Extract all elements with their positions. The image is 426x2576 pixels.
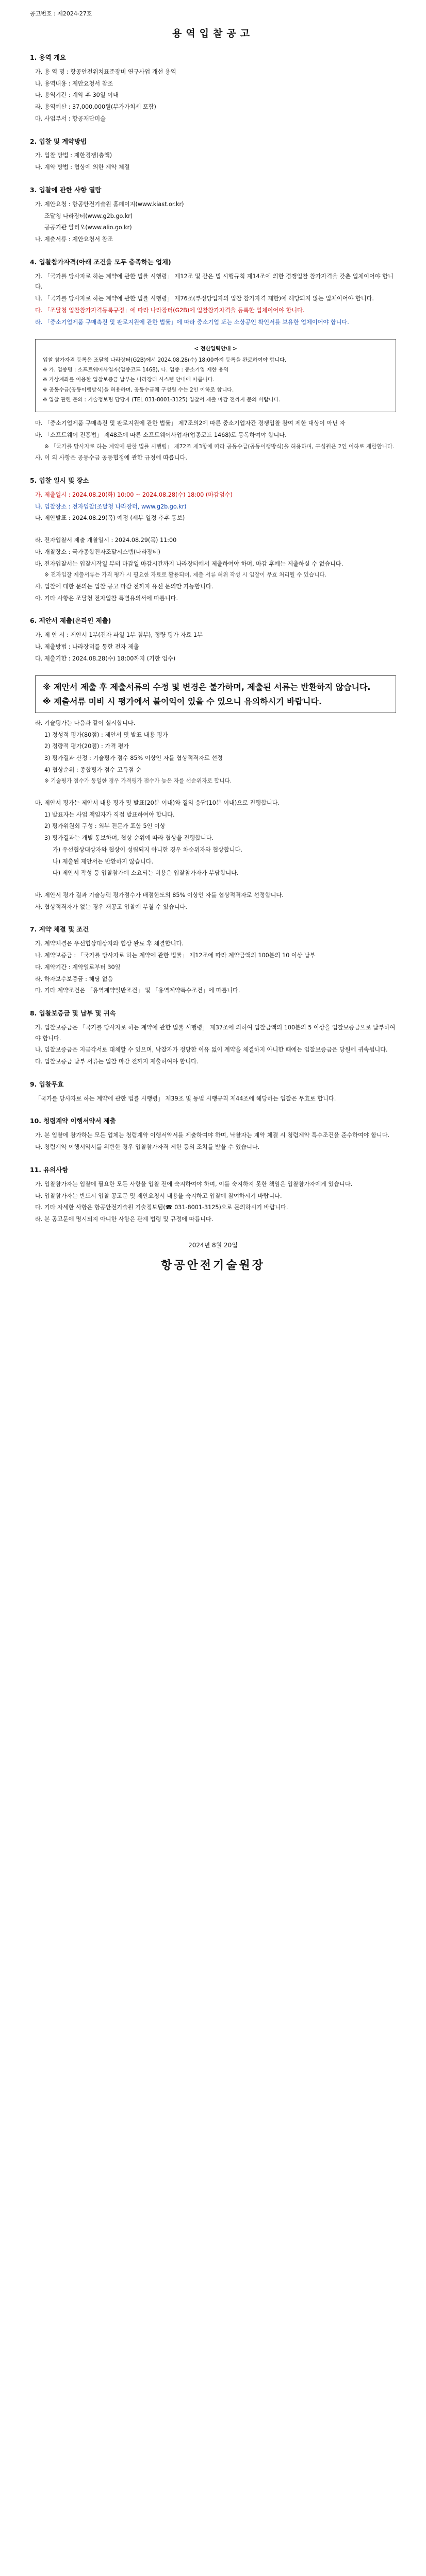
section-title: 4. 입찰참가자격(아래 조건을 모두 충족하는 업체) xyxy=(30,258,171,266)
section-line: 조달청 나라장터(www.g2b.go.kr) xyxy=(44,212,133,219)
section xyxy=(30,136,396,173)
section-line: 가) 우선협상대상자와 협상이 성립되지 아니한 경우 차순위자와 협상합니다. xyxy=(53,846,242,853)
section-title: 9. 입찰무효 xyxy=(30,1080,64,1088)
section-line: 다. 입찰보증금 납부 서류는 입찰 마감 전까지 제출하여야 합니다. xyxy=(35,1058,199,1065)
section-line: 3) 평가결과 산정 : 기술평가 점수 85% 이상인 자를 협상적격자로 선정 xyxy=(44,754,223,761)
section-line: 가. 입찰참가자는 입찰에 필요한 모든 사항을 입찰 전에 숙지하여야 하며, 이를 숙지하지 못한 책임은 입찰참가자에게 있습니다. xyxy=(35,1180,353,1188)
section-line: 3) 평가결과는 개별 통보하며, 협상 순위에 따라 협상을 진행합니다. xyxy=(44,835,214,842)
section-line: 가. 제 안 서 : 제안서 1부(전자 파일 1부 첨부), 정량 평가 자료 1부 xyxy=(35,632,203,639)
warning-line: ※ 제안서 제출 후 제출서류의 수정 및 변경은 불가하며, 제출된 서류는 반환하지 않습니다. xyxy=(43,682,371,692)
section-line: 바. 제안서 평가 결과 기술능력 평가점수가 배점한도의 85% 이상인 자를 협상적격자로 선정합니다. xyxy=(35,892,284,899)
section-title: 3. 입찰에 관한 사항 열람 xyxy=(30,185,102,194)
section-line: 라. 기술평가는 다음과 같이 실시합니다. xyxy=(35,719,136,726)
section-title: 5. 입찰 일시 및 장소 xyxy=(30,477,89,485)
section-line: 나. 용역내용 : 제안요청서 참조 xyxy=(35,80,113,87)
section-line: ※ 전자입찰 제출서류는 가격 평가 시 필요한 자료로 활용되며, 제출 서류 허위 작성 시 입찰이 무효 처리될 수 있습니다. xyxy=(44,572,326,579)
section-line: 나) 제출된 제안서는 반환하지 않습니다. xyxy=(53,858,154,865)
section xyxy=(30,924,396,996)
section xyxy=(30,1008,396,1067)
section-line: 사. 협상적격자가 없는 경우 재공고 입찰에 부칠 수 있습니다. xyxy=(35,903,187,910)
section-line: 2) 평가위원회 구성 : 외부 전문가 포함 5인 이상 xyxy=(44,823,166,830)
notice-line: 입찰 참가자격 등록은 조달청 나라장터(G2B)에서 2024.08.28(수) 18:00까지 등록을 완료하여야 합니다. xyxy=(43,357,287,363)
notice-line: ※ 가상계좌를 이용한 입찰보증금 납부는 나라장터 시스템 안내에 따릅니다. xyxy=(43,377,215,383)
section-line: 사. 입찰에 대한 문의는 입찰 공고 마감 전까지 유선 문의만 가능합니다. xyxy=(35,583,214,590)
section-line: 다. 기타 자세한 사항은 항공안전기술원 기술정보팀(☎ 031-8001-3125)으로 문의하시기 바랍니다. xyxy=(35,1204,288,1211)
section-line: 1) 발표자는 사업 책임자가 직접 발표하여야 합니다. xyxy=(44,811,175,818)
section-line: 가. 계약체결은 우선협상대상자와 협상 완료 후 체결합니다. xyxy=(35,940,184,947)
section-line: 다. 계약기간 : 계약일로부터 30일 xyxy=(35,963,121,971)
section-line: 다) 제안서 작성 등 입찰참가에 소요되는 비용은 입찰참가자가 부담합니다. xyxy=(53,870,239,877)
section-line: 가. 「국가를 당사자로 하는 계약에 관한 법률 시행령」 제12조 및 같은 법 시행규칙 제14조에 의한 경쟁입찰 참가자격을 갖춘 업체이어야 합니다. xyxy=(35,273,394,291)
section-line: 나. 제출방법 : 나라장터를 통한 전자 제출 xyxy=(35,643,139,650)
section-line: 바. 전자입찰서는 입찰시작일 부터 마감일 마감시간까지 나라장터에서 제출하여야 하며, 마감 후에는 제출하실 수 없습니다. xyxy=(35,560,343,567)
section-line: 가. 제출일시 : 2024.08.20(화) 10:00 ~ 2024.08.28(수) 18:00 (마감엄수) xyxy=(35,492,233,498)
section-line: ※ 「국가를 당사자로 하는 계약에 관한 법률 시행령」 제72조 제3항에 따라 공동수급(공동이행방식)을 허용하며, 구성원은 2인 이하로 제한합니다. xyxy=(44,443,395,450)
section xyxy=(30,535,396,604)
section-title: 2. 입찰 및 계약방법 xyxy=(30,137,87,145)
section-line: 다. 「조달청 입찰참가자격등록규정」에 따라 나라장터(G2B)에 입찰참가자격을 등록한 업체이어야 합니다. xyxy=(35,307,305,314)
section-line: 라. 하자보수보증금 : 해당 없음 xyxy=(35,975,113,982)
section-line: 마. 「중소기업제품 구매촉진 및 판로지원에 관한 법률」 제7조의2에 따른 중소기업자간 경쟁입찰 참여 제한 대상이 아닌 자 xyxy=(35,420,346,427)
section-line: 가. 입찰보증금은 「국가를 당사자로 하는 계약에 관한 법률 시행령」 제37조에 의하여 입찰금액의 100분의 5 이상을 입찰보증금으로 납부하여야 합니다. xyxy=(35,1024,396,1042)
section-title: 7. 계약 체결 및 조건 xyxy=(30,925,89,934)
section-line: 가. 제안요청 : 항공안전기술원 홈페이지(www.kiast.or.kr) xyxy=(35,200,184,208)
section-title: 1. 용역 개요 xyxy=(30,54,66,61)
section-line: 나. 제출서류 : 제안요청서 참조 xyxy=(35,236,113,243)
section-line: 1) 정성적 평가(80점) : 제안서 및 발표 내용 평가 xyxy=(44,731,168,738)
notice-line: ※ 가. 업종명 : 소프트웨어사업자(업종코드 1468), 나. 업종 : 중소기업 제한 용역 xyxy=(43,367,229,373)
section-line: 다. 제안발표 : 2024.08.29(목) 예정 (세부 일정 추후 통보) xyxy=(35,515,185,522)
section xyxy=(30,615,396,664)
section-line: 가. 입찰 방법 : 제한경쟁(총액) xyxy=(35,152,112,159)
section-line: 라. 전자입찰서 제출 개찰일시 : 2024.08.29(목) 11:00 xyxy=(35,537,177,544)
section-line: 나. 입찰장소 : 전자입찰(조달청 나라장터, www.g2b.go.kr) xyxy=(35,503,187,510)
section xyxy=(30,1115,396,1153)
section-line: 마. 제안서 평가는 제안서 내용 평가 및 발표(20분 이내)와 질의 응답(10분 이내)으로 진행합니다. xyxy=(35,800,280,806)
section-line: 나. 계약 방법 : 협상에 의한 계약 체결 xyxy=(35,164,130,171)
section-line: 다. 제출기한 : 2024.08.28(수) 18:00까지 (기한 엄수) xyxy=(35,655,176,662)
section-line: 라. 본 공고문에 명시되지 아니한 사항은 관계 법령 및 규정에 따릅니다. xyxy=(35,1215,214,1223)
section-line: 사. 이 외 사항은 공동수급 공동협정에 관한 규정에 따릅니다. xyxy=(35,454,187,462)
section-line: 「국가를 당사자로 하는 계약에 관한 법률 시행령」 제39조 및 동법 시행규칙 제44조에 해당하는 입찰은 무효로 합니다. xyxy=(35,1095,336,1102)
notice-title: < 전산입력안내 > xyxy=(194,346,237,352)
section-line: 4) 협상순위 : 종합평가 점수 고득점 순 xyxy=(44,766,141,773)
section-line: 가. 본 입찰에 참가하는 모든 업체는 청렴계약 이행서약서를 제출하여야 하며, 낙찰자는 계약 체결 시 청렴계약 특수조건을 준수하여야 합니다. xyxy=(35,1132,390,1139)
section-line: 라. 용역예산 : 37,000,000원(부가가치세 포함) xyxy=(35,104,156,111)
section xyxy=(30,418,396,464)
section-line: 마. 개찰장소 : 국가종합전자조달시스템(나라장터) xyxy=(35,548,160,555)
section-line: 가. 용 역 명 : 항공안전위치표준장비 연구사업 개선 용역 xyxy=(35,68,176,75)
section-line: 2) 정량적 평가(20점) : 가격 평가 xyxy=(44,743,129,750)
section-line: 다. 용역기간 : 계약 후 30일 이내 xyxy=(35,92,119,99)
section xyxy=(30,257,396,328)
section-line: 나. 계약보증금 : 「국가를 당사자로 하는 계약에 관한 법률」 제12조에 따라 계약금액의 100분의 10 이상 납부 xyxy=(35,952,316,959)
notice-line: ※ 입찰 관련 문의 : 기술정보팀 담당자 (TEL 031-8001-3125) 입찰서 제출 마감 전까지 문의 바랍니다. xyxy=(43,397,281,403)
section-line: 바. 「소프트웨어 진흥법」 제48조에 따른 소프트웨어사업자(업종코드 1468)로 등록하여야 합니다. xyxy=(35,432,287,439)
section xyxy=(30,52,396,125)
section xyxy=(30,718,396,787)
section-title: 10. 청렴계약 이행서약서 제출 xyxy=(30,1117,116,1125)
section-line: 마. 기타 계약조건은 「용역계약일반조건」 및 「용역계약특수조건」에 따릅니다. xyxy=(35,987,240,994)
section-title: 11. 유의사항 xyxy=(30,1165,69,1174)
section-line: 나. 「국가를 당사자로 하는 계약에 관한 법률 시행령」 제76조(부정당업자의 입찰 참가자격 제한)에 해당되지 않는 업체이어야 합니다. xyxy=(35,295,374,302)
section-line: 라. 「중소기업제품 구매촉진 및 판로지원에 관한 법률」에 따라 중소기업 또는 소상공인 확인서를 보유한 업체이어야 합니다. xyxy=(35,318,349,326)
section xyxy=(30,475,396,524)
electronic-input-notice-box xyxy=(35,339,396,412)
publication-number: 공고번호 : 제2024-27호 xyxy=(30,10,92,17)
section-title: 8. 입찰보증금 및 납부 및 귀속 xyxy=(30,1009,116,1017)
warning-line: ※ 제출서류 미비 시 평가에서 불이익이 있을 수 있으니 유의하시기 바랍니다. xyxy=(43,696,322,706)
section-line: 나. 청렴계약 이행서약서를 위반한 경우 입찰참가자격 제한 등의 조치를 받을 수 있습니다. xyxy=(35,1144,260,1151)
notice-date: 2024년 8월 20일 xyxy=(188,1241,238,1249)
section-line: 아. 기타 사항은 조달청 전자입찰 특별유의서에 따릅니다. xyxy=(35,595,178,602)
section xyxy=(30,798,396,879)
section xyxy=(30,1164,396,1225)
section-line: 공공기관 알리오(www.alio.go.kr) xyxy=(44,224,132,231)
section xyxy=(30,890,396,912)
document-title: 용역입찰공고 xyxy=(172,28,254,39)
section-line: 나. 입찰보증금은 지급각서로 대체할 수 있으며, 낙찰자가 정당한 이유 없이 계약을 체결하지 아니한 때에는 입찰보증금은 당원에 귀속됩니다. xyxy=(35,1046,388,1054)
section-line: 나. 입찰참가자는 반드시 입찰 공고문 및 제안요청서 내용을 숙지하고 입찰에 참여하시기 바랍니다. xyxy=(35,1192,282,1199)
section-line: 마. 사업부서 : 항공재단미술 xyxy=(35,115,106,122)
section xyxy=(30,184,396,245)
section xyxy=(30,1079,396,1105)
issuing-organization: 항공안전기술원장 xyxy=(160,1259,266,1272)
warning-box xyxy=(35,675,396,713)
section-line: ※ 기술평가 점수가 동일한 경우 가격평가 점수가 높은 자를 선순위자로 합니다. xyxy=(44,778,232,785)
notice-line: ※ 공동수급(공동이행방식)을 허용하며, 공동수급체 구성원 수는 2인 이하로 합니다. xyxy=(43,387,234,393)
section-title: 6. 제안서 제출(온라인 제출) xyxy=(30,617,111,625)
